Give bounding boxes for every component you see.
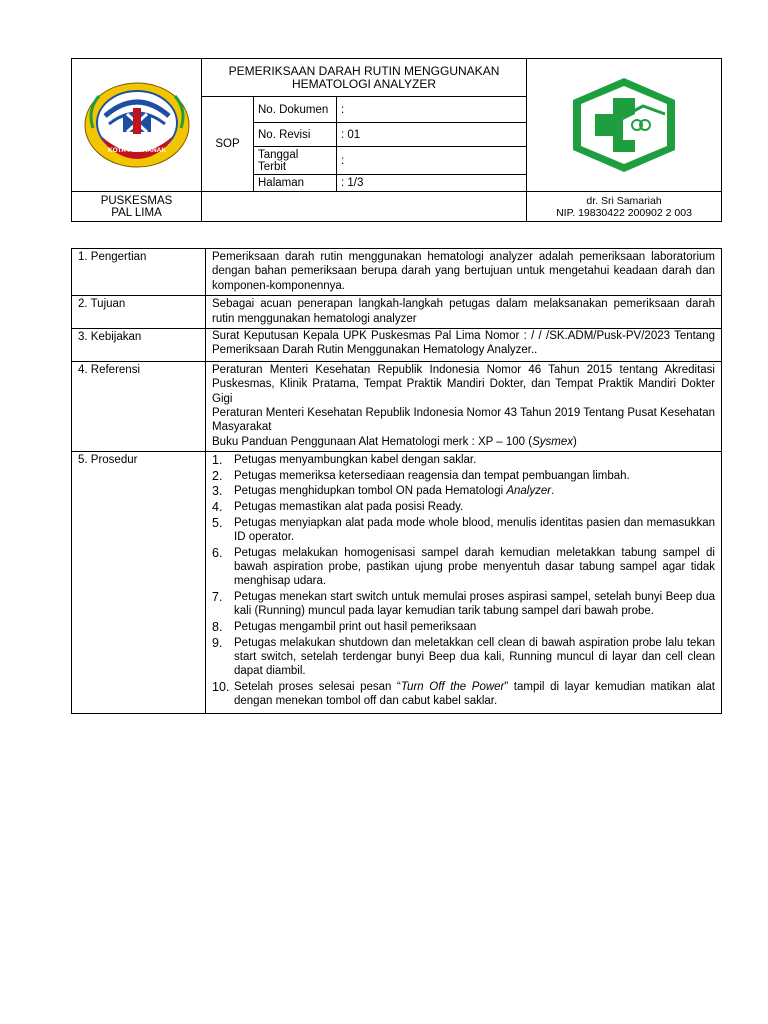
section-text-pengertian: Pemeriksaan darah rutin menggunakan hematologi analyzer adalah pemeriksaan laboratorium dengan bahan pemeriksaan berupa darah yang bertujuan untuk mengetahui keadaan darah dan komponen-komponennya. — [206, 249, 722, 296]
reference-item: Peraturan Menteri Kesehatan Republik Indonesia Nomor 43 Tahun 2019 Tentang Pusat Kesehatan Masyarakat — [212, 407, 715, 434]
procedure-step: 9. Petugas melakukan shutdown dan meletakkan cell clean di bawah aspiration probe lalu tekan start switch, setelah terdengar bunyi Beep dua kali, Running muncul di layar dan cell clean dapat diambil. — [212, 635, 715, 678]
sop-label: SOP — [202, 97, 254, 192]
puskesmas-logo-icon — [565, 76, 683, 174]
sop-header-table — [71, 58, 722, 222]
section-label: 5. Prosedur — [72, 452, 206, 714]
procedure-steps — [212, 453, 715, 709]
reference-item: Peraturan Menteri Kesehatan Republik Indonesia Nomor 46 Tahun 2015 tentang Akreditasi Puskesmas, Klinik Pratama, Tempat Praktik Mandiri Dokter, dan Tempat Praktik Mandiri Dokter Gigi — [212, 363, 715, 405]
section-row-pengertian — [72, 249, 722, 296]
organization-line-2: PAL LIMA — [111, 206, 162, 219]
puskesmas-logo-cell — [527, 59, 722, 192]
signer-block — [527, 192, 722, 222]
procedure-step: 4. Petugas memastikan alat pada posisi Ready. — [212, 500, 464, 515]
procedure-step: 6. Petugas melakukan homogenisasi sampel darah kemudian meletakkan tabung sampel di bawah aspiration probe, pastikan ujung probe menyentuh dasar tabung sampel agar tidak menghisap udara. — [212, 545, 715, 588]
city-logo-cell — [72, 59, 202, 192]
field-label-no-dokumen: No. Dokumen — [254, 97, 337, 123]
procedure-step: 8. Petugas mengambil print out hasil pemeriksaan — [212, 620, 477, 635]
field-value-tanggal-terbit: : — [337, 147, 527, 175]
procedure-step: 2. Petugas memeriksa ketersediaan reagensia dan tempat pembuangan limbah. — [212, 468, 630, 483]
section-row-referensi — [72, 361, 722, 451]
kota-pontianak-logo-icon — [83, 80, 191, 170]
field-label-halaman: Halaman — [254, 175, 337, 192]
section-row-prosedur — [72, 452, 722, 714]
organization-line-1: PUSKESMAS — [100, 194, 173, 207]
field-value-no-revisi: : 01 — [337, 123, 527, 147]
sop-content-table — [71, 248, 722, 714]
procedure-step: 1. Petugas menyambungkan kabel dengan saklar. — [212, 453, 477, 468]
section-label: 4. Referensi — [72, 361, 206, 451]
field-label-no-revisi: No. Revisi — [254, 123, 337, 147]
organization-name — [72, 192, 202, 222]
reference-item: Buku Panduan Penggunaan Alat Hematologi merk : XP – 100 (Sysmex) — [212, 435, 577, 448]
logo-text: KOTA PONTIANAK — [107, 147, 166, 154]
document-title: PEMERIKSAAN DARAH RUTIN MENGGUNAKAN HEMATOLOGI ANALYZER — [202, 59, 527, 97]
field-value-halaman: : 1/3 — [337, 175, 527, 192]
section-row-kebijakan — [72, 329, 722, 362]
section-referensi — [206, 361, 722, 451]
section-row-tujuan — [72, 296, 722, 329]
section-label: 3. Kebijakan — [72, 329, 206, 362]
signer-name: dr. Sri Samariah — [586, 194, 662, 207]
section-text-tujuan: Sebagai acuan penerapan langkah-langkah petugas dalam melaksanakan pemeriksaan darah rutin menggunakan hematologi analyzer — [206, 296, 722, 329]
section-text-kebijakan: Surat Keputusan Kepala UPK Puskesmas Pal Lima Nomor : / / /SK.ADM/Pusk-PV/2023 Tentang Pemeriksaan Darah Rutin Menggunakan Hematology Analyzer.. — [206, 329, 722, 362]
field-value-no-dokumen: : — [337, 97, 527, 123]
procedure-step: 5. Petugas menyiapkan alat pada mode whole blood, menulis identitas pasien dan memasukkan ID operator. — [212, 515, 715, 544]
signer-nip: NIP. 19830422 200902 2 003 — [556, 206, 692, 219]
empty-cell — [202, 192, 527, 222]
field-label-tanggal-terbit: Tanggal Terbit — [254, 147, 337, 175]
procedure-step: 10. Setelah proses selesai pesan “Turn Off the Power” tampil di layar kemudian matikan alat dengan menekan tombol off dan cabut kabel saklar. — [212, 680, 716, 708]
section-label: 1. Pengertian — [72, 249, 206, 296]
procedure-step: 3. Petugas menghidupkan tombol ON pada Hematologi Analyzer. — [212, 484, 555, 499]
procedure-step: 7. Petugas menekan start switch untuk memulai proses aspirasi sampel, setelah bunyi Beep dua kali (Running) muncul pada layar kemudian tarik tabung sampel dari bawah probe. — [212, 590, 715, 618]
section-label: 2. Tujuan — [72, 296, 206, 329]
section-prosedur — [206, 452, 722, 714]
